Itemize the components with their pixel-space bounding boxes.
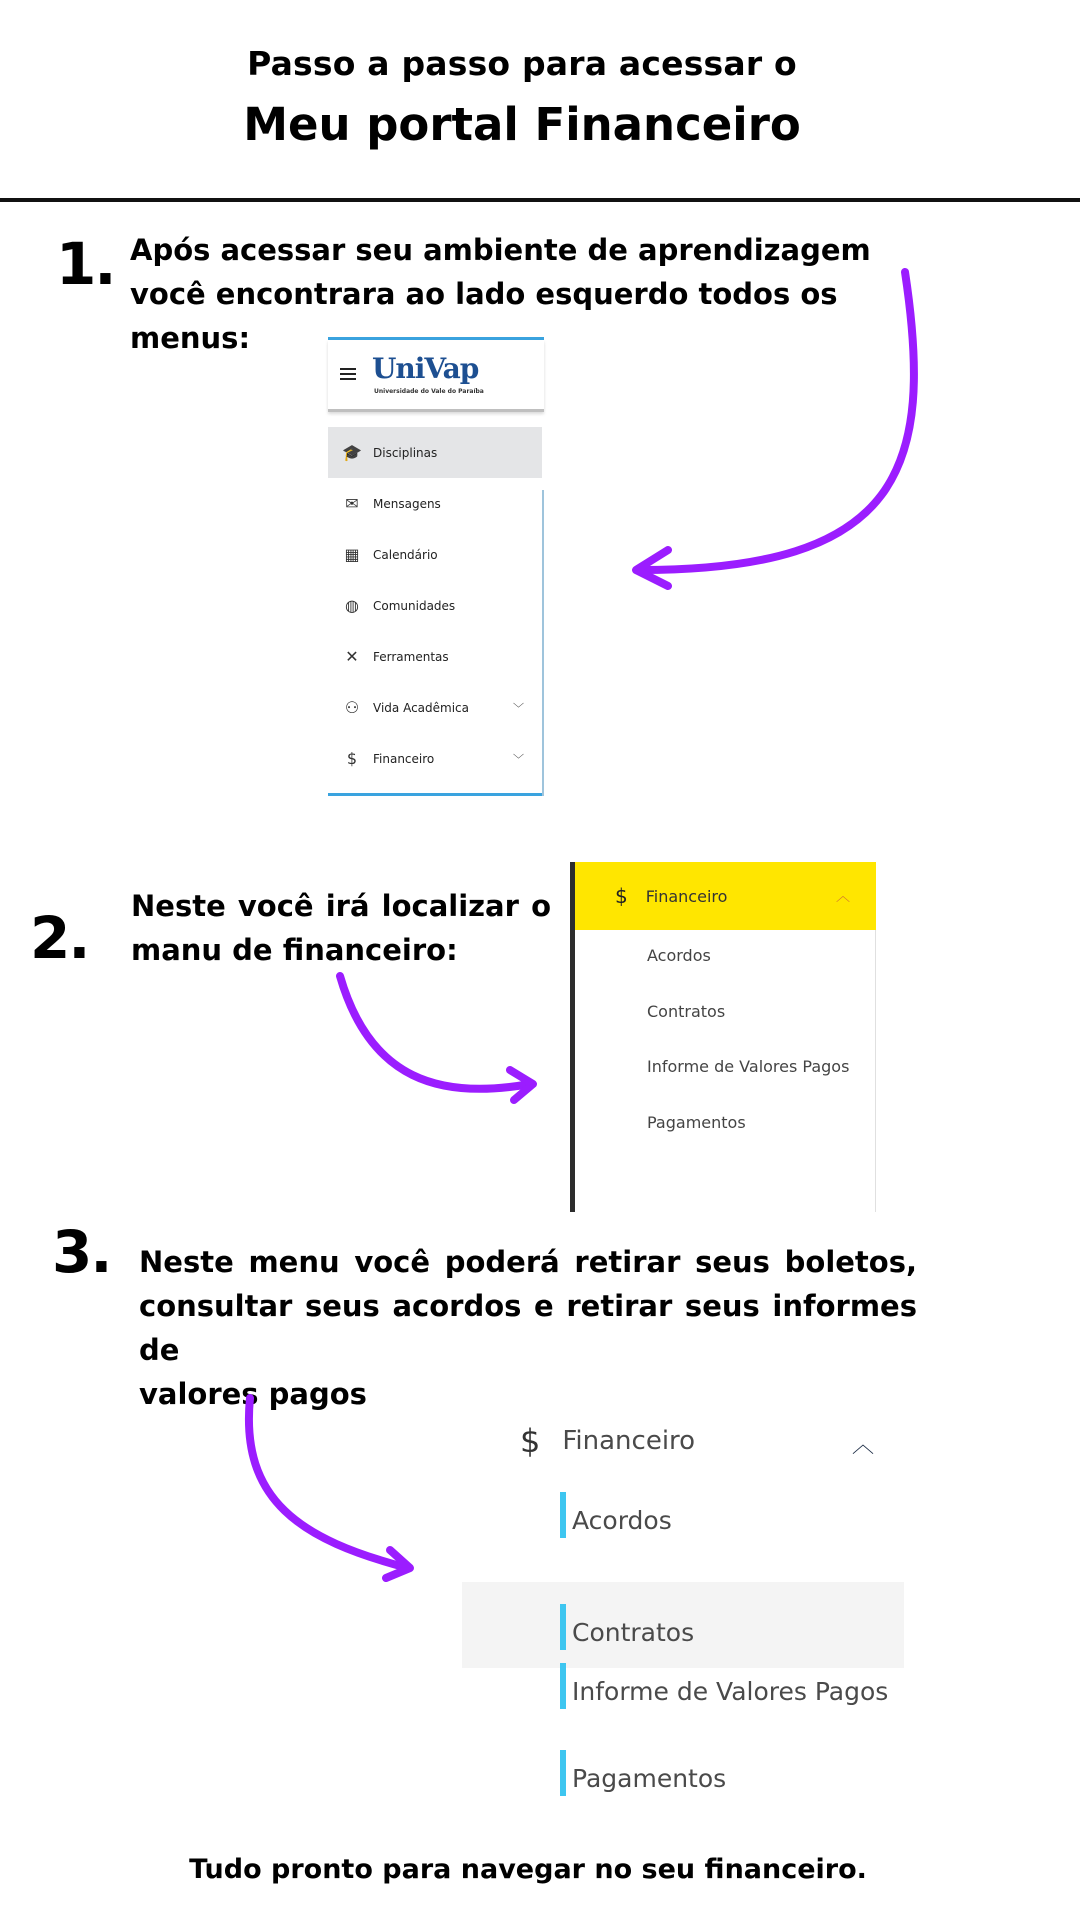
student-icon: ⚇ <box>344 698 360 717</box>
sidebar-item-disciplinas[interactable] <box>328 427 542 478</box>
calendar-icon: ▦ <box>344 545 360 564</box>
financeiro-submenu-enlarged <box>462 1410 904 1815</box>
submenu-item-informe[interactable]: Informe de Valores Pagos <box>647 1057 850 1076</box>
sidebar-item-comunidades[interactable] <box>328 580 542 631</box>
sidebar-item-label: Mensagens <box>373 496 441 511</box>
page-subtitle: Passo a passo para acessar o <box>247 44 797 83</box>
step-3-line-1: Neste menu você poderá retirar seus boletos, <box>139 1245 917 1279</box>
step-3-text <box>139 1240 917 1416</box>
page-title: Meu portal Financeiro <box>243 98 801 151</box>
dollar-icon: $ <box>615 884 628 908</box>
step-3-line-2: consultar seus acordos e retirar seus informes de <box>139 1289 917 1367</box>
sidebar-logo-row <box>328 340 544 412</box>
financeiro-menu-header[interactable] <box>575 862 876 930</box>
sidebar-item-mensagens[interactable] <box>328 478 542 529</box>
arrow-3-head <box>386 1550 410 1578</box>
sidebar-item-financeiro[interactable] <box>328 733 542 784</box>
accent-bar <box>560 1492 566 1538</box>
arrow-1-head <box>636 550 668 586</box>
sidebar-item-label: Financeiro <box>373 751 435 766</box>
chevron-up-icon[interactable]: ︿ <box>836 889 850 905</box>
step-2-line-2: manu de financeiro: <box>131 933 458 967</box>
header-divider <box>0 198 1080 202</box>
sidebar-item-calendario[interactable] <box>328 529 542 580</box>
submenu-item-label: Contratos <box>572 1618 695 1647</box>
chevron-up-icon[interactable]: ︿ <box>852 1433 875 1458</box>
sidebar-item-label: Ferramentas <box>373 649 449 664</box>
submenu-item-label: Acordos <box>572 1506 672 1535</box>
univap-logo: UniVap <box>372 352 479 385</box>
sidebar-item-label: Calendário <box>373 547 438 562</box>
tools-icon: ✕ <box>345 647 359 666</box>
step-2-text <box>131 884 551 972</box>
sidebar-scrollbar[interactable] <box>542 490 544 796</box>
financeiro-menu-label: Financeiro <box>562 1426 696 1456</box>
financeiro-menu-header[interactable] <box>520 1422 695 1460</box>
graduation-cap-icon: 🎓 <box>342 443 362 462</box>
accent-bar <box>560 1663 566 1709</box>
chevron-down-icon[interactable]: ﹀ <box>513 752 524 766</box>
step-3-line-3: valores pagos <box>139 1377 367 1411</box>
submenu-item-acordos[interactable] <box>462 1470 904 1556</box>
step-2-line-1: Neste você irá localizar o <box>131 889 551 923</box>
dollar-icon: $ <box>520 1422 541 1460</box>
submenu-item-contratos[interactable]: Contratos <box>647 1002 726 1021</box>
submenu-item-acordos[interactable]: Acordos <box>647 946 711 965</box>
chevron-down-icon[interactable]: ﹀ <box>513 701 524 715</box>
dollar-icon: $ <box>346 749 358 768</box>
submenu-item-pagamentos[interactable] <box>462 1728 904 1814</box>
sidebar-item-label: Comunidades <box>373 598 456 613</box>
globe-icon: ◍ <box>345 596 359 615</box>
step-1-text: Após acessar seu ambiente de aprendizagem você encontrara ao lado esquerdo todos os menus: <box>130 233 871 355</box>
sidebar-item-ferramentas[interactable] <box>328 631 542 682</box>
submenu-item-informe[interactable] <box>462 1641 904 1727</box>
hamburger-icon[interactable] <box>340 368 356 380</box>
footer-message: Tudo pronto para navegar no seu financeiro. <box>189 1854 867 1885</box>
step-3-number: 3. <box>52 1218 111 1286</box>
arrow-2 <box>340 976 530 1089</box>
step-1-number: 1. <box>56 230 115 298</box>
sidebar-item-label: Vida Acadêmica <box>373 700 469 715</box>
sidebar-menu-screenshot <box>328 337 544 796</box>
submenu-item-label: Informe de Valores Pagos <box>572 1677 889 1706</box>
arrow-2-head <box>510 1070 533 1100</box>
arrow-3 <box>249 1398 408 1568</box>
univap-logo-subtitle: Universidade do Vale do Paraíba <box>374 388 484 395</box>
envelope-icon: ✉ <box>345 494 359 513</box>
step-2-number: 2. <box>30 904 89 972</box>
sidebar-item-label: Disciplinas <box>373 445 438 460</box>
financeiro-menu-label: Financeiro <box>645 886 728 906</box>
sidebar-item-vida-academica[interactable] <box>328 682 542 733</box>
submenu-item-label: Pagamentos <box>572 1764 727 1793</box>
accent-bar <box>560 1750 566 1796</box>
financeiro-submenu-screenshot <box>570 862 876 1212</box>
submenu-item-pagamentos[interactable]: Pagamentos <box>647 1113 746 1132</box>
